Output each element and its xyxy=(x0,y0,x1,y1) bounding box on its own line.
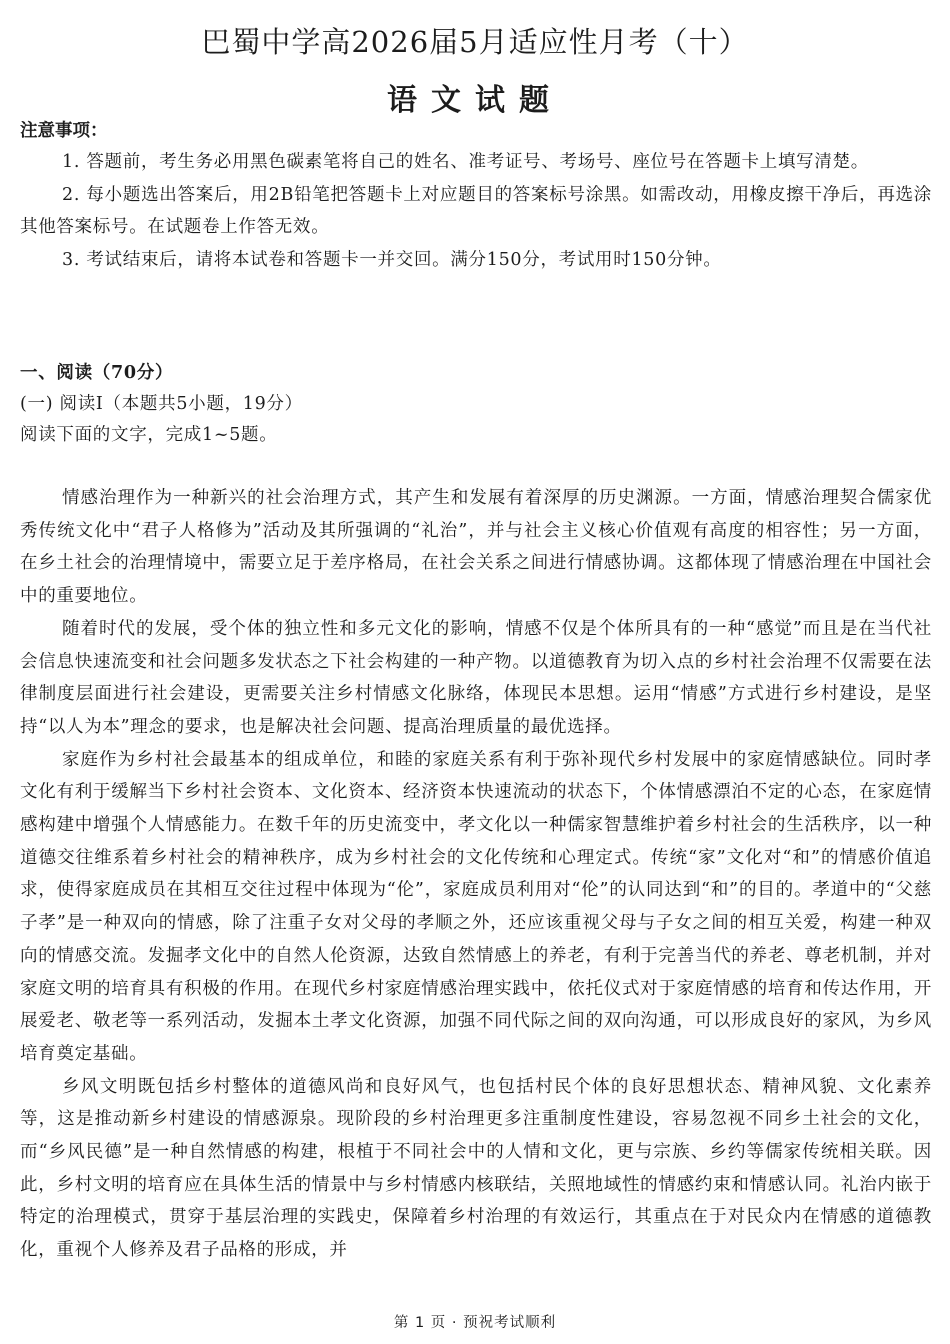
part-title: (一) 阅读Ⅰ（本题共5小题，19分） xyxy=(20,394,303,414)
passage-paragraph: 乡风文明既包括乡村整体的道德风尚和良好风气，也包括村民个体的良好思想状态、精神风貌、文化素养等，这是推动新乡村建设的情感源泉。现阶段的乡村治理更多注重制度性建设，容易忽视不同乡土社会的文化，而“乡风民德”是一种自然情感的构建，根植于不同社会中的人情和文化，更与宗族、乡约等儒家传统相关联。因此，乡村文明的培育应在具体生活的情景中与乡村情感内核联结，关照地域性的情感约束和情感认同。礼治内嵌于特定的治理模式，贯穿于基层治理的实践史，保障着乡村治理的有效运行，其重点在于对民众内在情感的道德教化，重视个人修养及君子品格的形成，并 xyxy=(20,1076,932,1261)
passage-paragraph: 随着时代的发展，受个体的独立性和多元文化的影响，情感不仅是个体所具有的一种“感觉”而且是在当代社会信息快速流变和社会问题多发状态之下社会构建的一种产物。以道德教育为切入点的乡村社会治理不仅需要在法律制度层面进行社会建设，更需要关注乡村情感文化脉络，体现民本思想。运用“情感”方式进行乡村建设，是坚持“以人为本”理念的要求，也是解决社会问题、提高治理质量的最优选择。 xyxy=(20,618,932,737)
notice-heading: 注意事项： xyxy=(20,121,108,141)
reading-passage xyxy=(20,482,932,1267)
exam-title: 巴蜀中学高2026届5月适应性月考（十） xyxy=(201,25,749,59)
reading-instruction: 阅读下面的文字，完成1~5题。 xyxy=(20,425,278,445)
subject-title: 语文试题 xyxy=(387,83,563,118)
notice-item: 2. 每小题选出答案后，用2B铅笔把答题卡上对应题目的答案标号涂黑。如需改动，用橡皮擦干净后，再选涂其他答案标号。在试题卷上作答无效。 xyxy=(20,184,932,238)
passage-paragraph: 情感治理作为一种新兴的社会治理方式，其产生和发展有着深厚的历史渊源。一方面，情感治理契合儒家优秀传统文化中“君子人格修为”活动及其所强调的“礼治”，并与社会主义核心价值观有高度的相容性；另一方面，在乡土社会的治理情境中，需要立足于差序格局，在社会关系之间进行情感协调。这都体现了情感治理在中国社会中的重要地位。 xyxy=(20,488,932,607)
page-footer: 第 1 页 · 预祝考试顺利 xyxy=(393,1315,557,1331)
passage-paragraph: 家庭作为乡村社会最基本的组成单位，和睦的家庭关系有利于弥补现代乡村发展中的家庭情感缺位。同时孝文化有利于缓解当下乡村社会资本、文化资本、经济资本快速流动的状态下，个体情感漂泊不定的心态，在家庭情感构建中增强个人情感能力。在数千年的历史流变中，孝文化以一种儒家智慧维护着乡村社会的生活秩序，以一种道德交往维系着乡村社会的精神秩序，成为乡村社会的文化传统和心理定式。传统“家”文化对“和”的情感价值追求，使得家庭成员在其相互交往过程中体现为“伦”，家庭成员利用对“伦”的认同达到“和”的目的。孝道中的“父慈子孝”是一种双向的情感，除了注重子女对父母的孝顺之外，还应该重视父母与子女之间的相互关爱，构建一种双向的情感交流。发掘孝文化中的自然人伦资源，达致自然情感上的养老，有利于完善当代的养老、尊老机制，并对家庭文明的培育具有积极的作用。在现代乡村家庭情感治理实践中，依托仪式对于家庭情感的培育和传达作用，开展爱老、敬老等一系列活动，发掘本土孝文化资源，加强不同代际之间的双向沟通，可以形成良好的家风，为乡风培育奠定基础。 xyxy=(20,749,932,1064)
notice-item: 3. 考试结束后，请将本试卷和答题卡一并交回。满分150分，考试用时150分钟。 xyxy=(62,249,722,270)
notice-list xyxy=(20,146,932,276)
section-title: 一、阅读（70分） xyxy=(20,363,174,383)
reading-section-header xyxy=(20,358,932,451)
notice-item: 1. 答题前，考生务必用黑色碳素笔将自己的姓名、准考证号、考场号、座位号在答题卡上填写清楚。 xyxy=(62,152,869,172)
